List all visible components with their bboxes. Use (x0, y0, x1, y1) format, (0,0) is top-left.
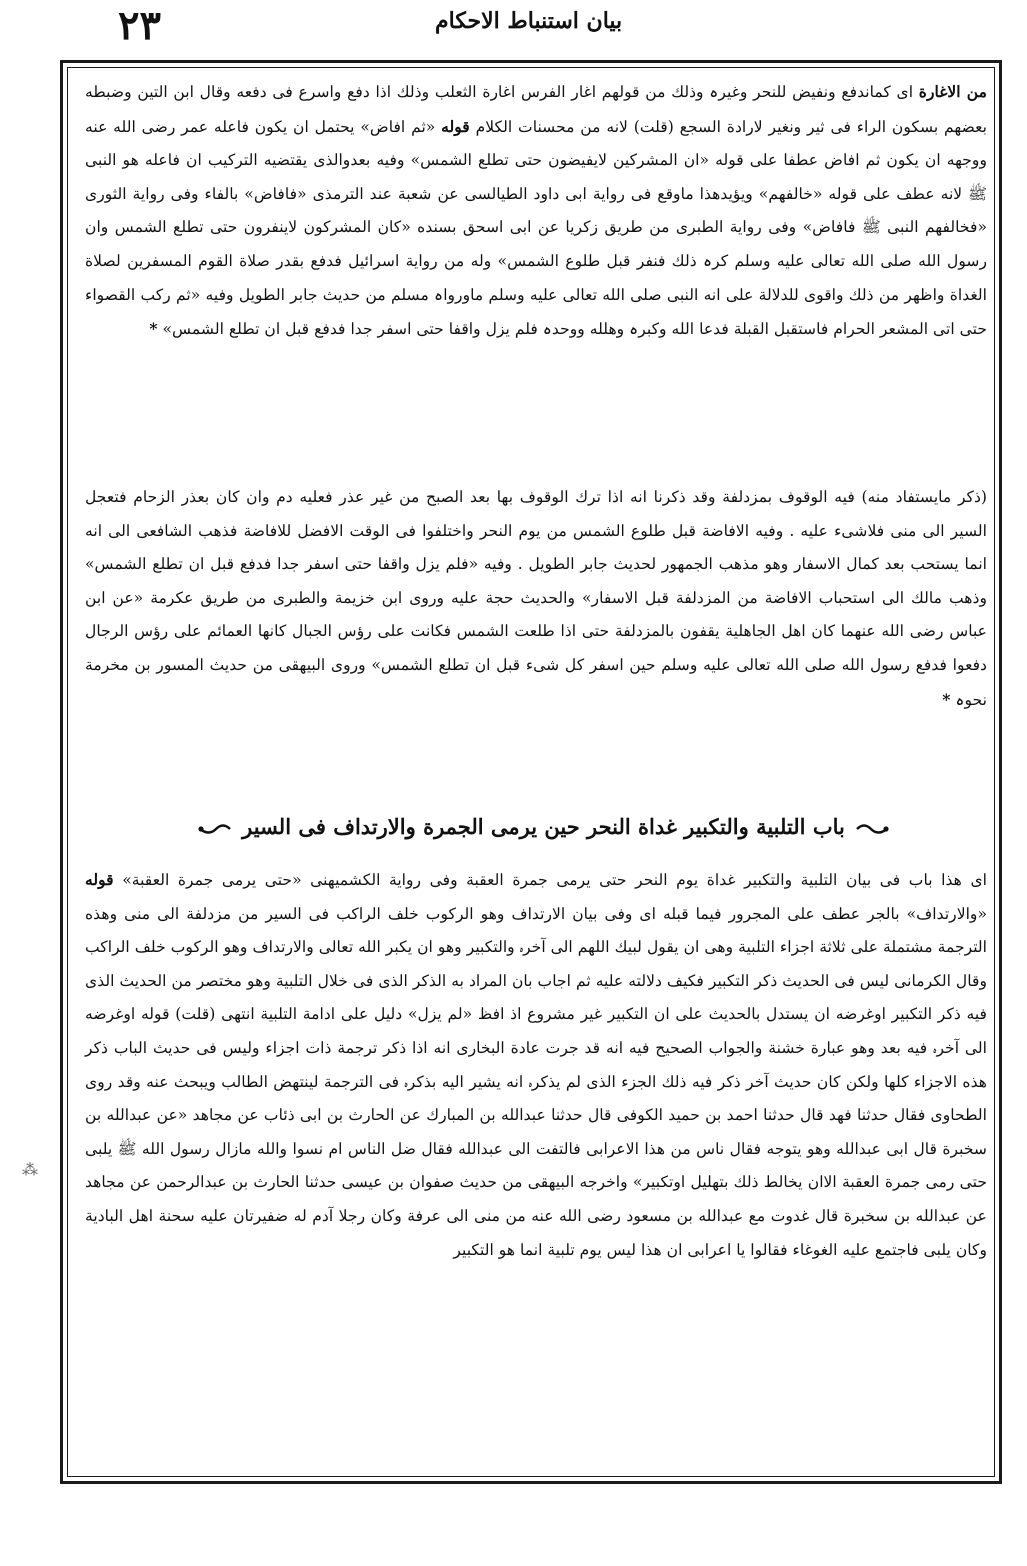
paragraph-lead: من الاغارة (918, 82, 988, 101)
commentary-block-1 (85, 75, 987, 347)
commentary-block-2 (85, 481, 987, 717)
paragraph-end-mark: * (942, 689, 951, 709)
paragraph-text: ای کماندفع ونفیض للنحر وغیرہ وذلك من قولهم اغار الفرس اغارة الثعلب وذلك اذا دفع واسرع فی دفعه وقال ابن التین وضبطه بعضهم بسکون الراء فی ثیر ونغیر لارادة السجع (قلت) لانه من محسنات الکلام (85, 83, 987, 136)
heading-ornament-icon (855, 821, 889, 837)
paragraph-2 (85, 481, 987, 717)
chapter-heading (158, 801, 929, 853)
paragraph-text: ای هذا باب فی بیان التلبیة والتکبیر غداة یوم النحر حتی یرمی جمرة العقبة وفی روایة الکشمیهنی «حتی یرمی جمرة العقبة» (113, 871, 987, 889)
paragraph-text: «والارتداف» بالجر عطف علی المجرور فیما قبله ای وفی بیان الارتداف وهو الرکوب خلف الراکب فی السیر من مزدلفة الی منی وهذه الترجمة مشتملة علی ثلاثة اجزاء التلبیة وهی ان یقول لبیك اللهم الی آخرہ والتکبیر وهو ان یکبر الله تعالی والارتداف وهو الرکوب خلف الراکب وقال الکرمانی لیس فی الحدیث ذکر التکبیر فکیف دلالته علیه ثم اجاب بان المراد به الذکر الذی فی خلال التلبیة وهو مختصر من الحدیث الذی فیه ذکر التکبیر اوغرضه ان یستدل بالحدیث علی ان التکبیر غیر مشروع اذ افظ «لم یزل» دلیل علی ادامة التلبیة انتهی (قلت) قوله اوغرضه الی آخرہ فیه بعد وهو عبارة خشنة والجواب الصحیح فیه انه قد جرت عادة البخاری انه اذا ذکر ترجمة ذات اجزاء ولیس فی حدیث الباب ذکر هذه الاجزاء کلها ولکن کان حدیث آخر ذکر فیه ذلك الجزء الذی لم یذکرہ انه یشیر الیه بذکرہ فی الترجمة لینتهض الطالب ویبحث عنه وقد روی الطحاوی فقال حدثنا فهد قال حدثنا احمد بن حمید الکوفی قال حدثنا عبدالله بن المبارك عن الحارث بن ابی ذئاب عن مجاهد «عن عبدالله بن سخبرة قال ابی عبدالله وهو یتوجه فقال ناس من هذا الاعرابی فالتفت الی عبدالله فقال ضل الناس ام نسوا والله مازال رسول الله ﷺ یلبی حتی رمی جمرة العقبة الاان یخالط ذلك بتهلیل اوتکبیر» واخرجه البیهقی من حدیث صفوان بن عیسی حدثنا الحارث بن عبدالرحمن عن مجاهد عن عبدالله بن سخبرة قال غدوت مع عبدالله بن مسعود رضی الله عنه من منی الی عرفة وکان رجلا آدم له ضفیرتان علیه سحنة اهل البادیة وکان یلبی فاجتمع علیه الغوغاء فقالوا یا اعرابی ان هذا لیس یوم تلبیة انما هو التکبیر (85, 904, 987, 1259)
qawluhu-marker: قوله (85, 870, 114, 889)
page-number: ٢٣ (118, 2, 161, 49)
margin-asterism-icon: ⁂ (22, 1160, 38, 1179)
paragraph-1 (85, 75, 987, 347)
qawluhu-marker: قوله (441, 116, 470, 136)
page-header (0, 0, 1027, 58)
paragraph-end-mark: * (149, 319, 158, 339)
paragraph-text: (ذکر مایستفاد منه) فیه الوقوف بمزدلفة وقد ذکرنا انه اذا ترك الوقوف بها بعد الصبح من غیر عذر فعلیه دم وان کان بعذر الزحام فتعجل السیر الی منی فلاشیء علیه . وفیه الافاضة قبل طلوع الشمس من یوم النحر واختلفوا فی الوقت الافضل للافاضة فذهب الشافعی الی انه انما یستحب بعد کمال الاسفار وهو مذهب الجمهور لحدیث جابر الطویل . وفیه «فلم یزل واقفا حتی اسفر جدا فدفع قبل ان تطلع الشمس» وذهب مالك الی استحباب الافاضة من المزدلفة قبل الاسفار» والحدیث حجة علیه وروی ابن خزیمة والطبری من طریق عکرمة «عن ابن عباس رضی الله عنهما کان اهل الجاهلیة یقفون بالمزدلفة حتی اذا طلعت الشمس فکانت علی رؤس الجبال کانها العمائم علی رؤس الرجال دفعوا فدفع رسول الله صلی الله تعالی علیه وسلم حین اسفر کل شیء قبل ان تطلع الشمس» وروی البیهقی من حدیث المسور بن مخرمة نحوہ (85, 488, 987, 709)
paragraph-3 (85, 863, 987, 1267)
paragraph-text: «ثم افاض» یحتمل ان یکون فاعله عمر رضی الله عنه ووجهه ان یکون ثم افاض عطفا علی قوله «ان المشرکین لایفیضون حتی تطلع الشمس» وفیه بعدوالذی یقتضیه الترکیب ان فاعله هو النبی ﷺ لانه عطف علی قوله «خالفهم» ویؤیدهذا ماوقع فی روایة ابی داود الطیالسی عن شعبة عند الترمذی «فافاض» بالفاء وفی روایة الثوری «فخالفهم النبی ﷺ فافاض» وفی روایة الطبری من طریق زکریا عن ابی اسحق بسنده «کان المشرکون لاینفرون حتی تطلع الشمس وان رسول الله صلی الله تعالی علیه وسلم کرہ ذلك فنفر قبل طلوع الشمس» وله من روایة اسرائیل فدفع بقدر صلاة القوم المسفرین لصلاة الغداة واظهر من ذلك واقوی للدلالة علی انه النبی صلی الله تعالی علیه وسلم ماورواہ مسلم من حدیث جابر الطویل وفیه «ثم رکب القصواء حتی اتی المشعر الحرام فاستقبل القبلة فدعا الله وکبرہ وهلله ووحدہ فلم یزل واقفا حتی اسفر جدا فدفع قبل ان تطلع الشمس» (85, 117, 987, 339)
commentary-block-3 (85, 863, 987, 1267)
running-title: بیان استنباط الاحکام (435, 8, 623, 34)
chapter-heading-text: باب التلبیة والتکبیر غداة النحر حین یرمی الجمرة والارتداف فی السیر (242, 814, 845, 839)
heading-ornament-icon (198, 821, 232, 837)
page-border (60, 60, 1002, 1484)
